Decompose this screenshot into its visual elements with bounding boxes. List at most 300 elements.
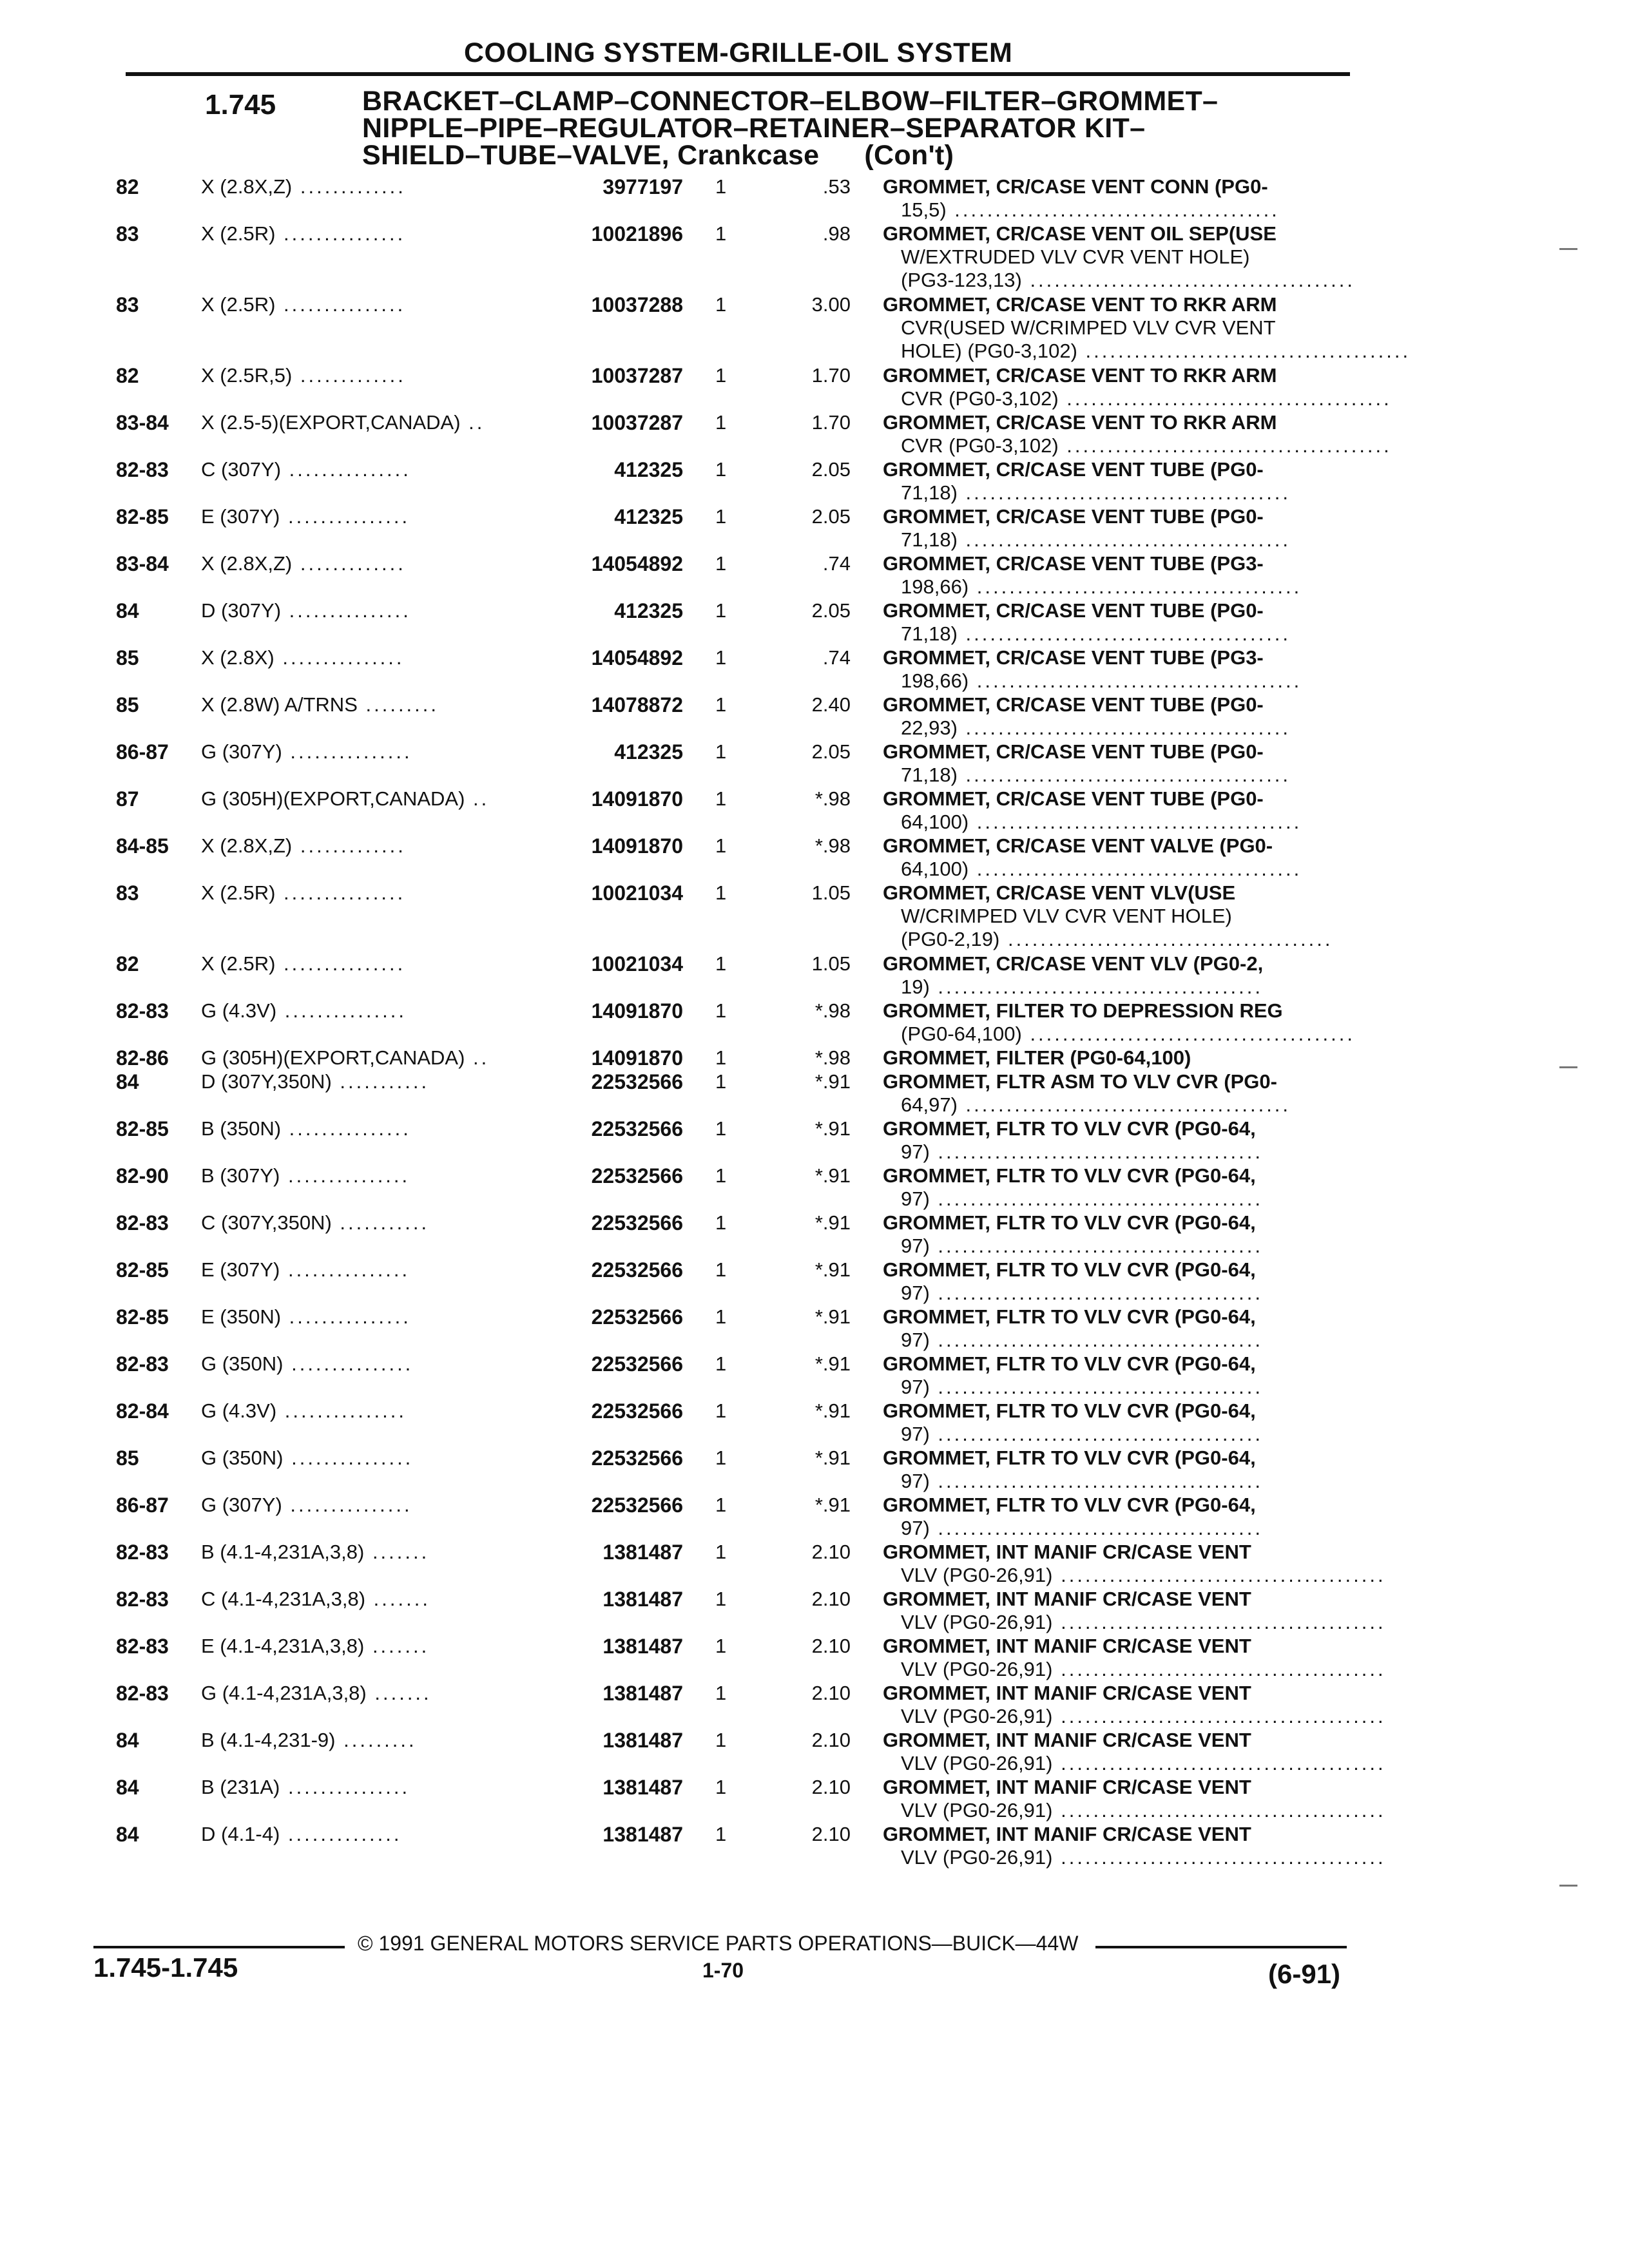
leader-dots: ............... <box>280 505 410 528</box>
row-price: .74 <box>822 646 851 669</box>
footer-date: (6-91) <box>1268 1959 1341 1989</box>
row-quantity: 1 <box>715 364 727 387</box>
row-description-text: GROMMET, CR/CASE VENT TO RKR ARM <box>883 364 1277 387</box>
row-price: *.98 <box>815 1046 851 1069</box>
row-year: 83-84 <box>116 552 169 575</box>
row-year: 82-83 <box>116 458 169 481</box>
row-price: 2.10 <box>811 1682 851 1704</box>
margin-mark <box>1559 1066 1577 1068</box>
row-description-text: GROMMET, INT MANIF CR/CASE VENT <box>883 1635 1251 1657</box>
row-description-line <box>883 269 1355 292</box>
row-description-line <box>883 1164 1347 1187</box>
leader-dots: ............... <box>282 740 412 763</box>
row-part-number: 22532566 <box>591 1117 683 1140</box>
footer-rule-right <box>1095 1946 1347 1948</box>
row-description <box>883 1682 1386 1728</box>
row-description-text: 15,5) <box>901 198 947 221</box>
leader-dots: ............. <box>292 364 406 387</box>
row-part-number: 412325 <box>614 458 683 481</box>
row-quantity: 1 <box>715 1164 727 1187</box>
leader-dots: ........................................ <box>1052 1564 1386 1586</box>
row-model-text: G (4.3V) <box>201 999 277 1022</box>
row-price: 2.10 <box>811 1776 851 1798</box>
row-model-text: E (4.1-4,231A,3,8) <box>201 1635 365 1657</box>
row-model <box>201 1823 402 1846</box>
row-model-text: B (4.1-4,231-9) <box>201 1729 336 1751</box>
row-description-line <box>883 1776 1347 1799</box>
row-part-number: 14078872 <box>591 693 683 716</box>
row-model-text: C (307Y,350N) <box>201 1211 332 1234</box>
row-part-number: 22532566 <box>591 1352 683 1376</box>
row-model <box>201 1164 410 1187</box>
row-model <box>201 1635 429 1658</box>
row-description-line <box>883 1682 1347 1705</box>
row-description-text: CVR (PG0-3,102) <box>901 434 1059 457</box>
row-description <box>883 952 1347 999</box>
row-description-line <box>883 1117 1347 1140</box>
row-model-text: C (307Y) <box>201 458 282 481</box>
leader-dots: ............... <box>283 1352 414 1375</box>
row-model-text: G (4.1-4,231A,3,8) <box>201 1682 367 1704</box>
row-description-line <box>883 505 1347 528</box>
leader-dots: ........................................ <box>999 928 1333 950</box>
row-year: 86-87 <box>116 1494 169 1517</box>
row-description-line <box>883 905 1347 928</box>
leader-dots: ........................................ <box>957 716 1291 739</box>
row-description-text: 97) <box>901 1470 930 1492</box>
row-price: *.98 <box>815 999 851 1022</box>
row-description-line <box>883 1187 1347 1211</box>
leader-dots: ............... <box>276 1399 407 1422</box>
leader-dots: ........................................ <box>1077 340 1411 362</box>
row-part-number: 22532566 <box>591 1070 683 1093</box>
leader-dots: ............... <box>282 1494 412 1516</box>
row-model-text: X (2.8W) A/TRNS <box>201 693 358 716</box>
row-description-line <box>883 340 1411 363</box>
row-model-text: B (4.1-4,231A,3,8) <box>201 1541 365 1563</box>
row-model-text: G (4.3V) <box>201 1399 277 1422</box>
leader-dots: ........... <box>331 1211 430 1234</box>
row-description <box>883 1211 1347 1258</box>
leader-dots: ....... <box>366 1682 432 1704</box>
leader-dots: ........................................ <box>1058 387 1392 410</box>
row-description <box>883 1399 1347 1446</box>
row-price: .53 <box>822 175 851 198</box>
row-model-text: X (2.5R,5) <box>201 364 293 387</box>
row-description-text: GROMMET, FLTR TO VLV CVR (PG0-64, <box>883 1305 1256 1328</box>
row-model <box>201 599 411 622</box>
leader-dots: .. <box>465 1046 490 1069</box>
row-description-text: VLV (PG0-26,91) <box>901 1658 1053 1680</box>
row-description <box>883 693 1347 740</box>
row-description-text: GROMMET, FILTER (PG0-64,100) <box>883 1046 1191 1069</box>
row-description-line <box>883 387 1392 410</box>
row-quantity: 1 <box>715 646 727 669</box>
row-description-line <box>883 1799 1386 1822</box>
row-price: 2.10 <box>811 1588 851 1610</box>
leader-dots: ........................................ <box>957 1093 1291 1116</box>
row-description-text: 97) <box>901 1282 930 1304</box>
row-description <box>883 222 1355 292</box>
row-quantity: 1 <box>715 1070 727 1093</box>
row-model <box>201 222 405 245</box>
row-part-number: 10021896 <box>591 222 683 245</box>
row-year: 82-90 <box>116 1164 169 1187</box>
row-quantity: 1 <box>715 411 727 434</box>
row-price: .74 <box>822 552 851 575</box>
row-description-text: GROMMET, INT MANIF CR/CASE VENT <box>883 1588 1251 1610</box>
leader-dots: ............... <box>276 999 407 1022</box>
row-model <box>201 1446 413 1470</box>
row-description-text: (PG3-123,13) <box>901 269 1022 291</box>
row-model-text: G (350N) <box>201 1446 284 1469</box>
row-quantity: 1 <box>715 999 727 1022</box>
row-description-line <box>883 1517 1347 1540</box>
row-description <box>883 1541 1386 1587</box>
leader-dots: .. <box>460 411 485 434</box>
row-description-line <box>883 528 1347 552</box>
row-description-text: 97) <box>901 1517 930 1539</box>
row-description-line <box>883 316 1347 340</box>
leader-dots: ............... <box>275 881 406 904</box>
row-price: 1.05 <box>811 881 851 904</box>
row-description-line <box>883 481 1347 505</box>
row-description-line <box>883 552 1347 575</box>
row-description-line <box>883 1658 1386 1681</box>
row-description-line <box>883 1305 1347 1329</box>
leader-dots: .. <box>465 787 490 810</box>
row-description-text: GROMMET, FLTR TO VLV CVR (PG0-64, <box>883 1117 1256 1140</box>
row-description-line <box>883 811 1347 834</box>
row-price: 1.70 <box>811 411 851 434</box>
row-description-text: CVR (PG0-3,102) <box>901 387 1059 410</box>
row-model-text: X (2.5-5)(EXPORT,CANADA) <box>201 411 461 434</box>
row-price: *.91 <box>815 1117 851 1140</box>
row-description-line <box>883 434 1392 457</box>
row-model-text: E (307Y) <box>201 1258 280 1281</box>
leader-dots: ........................................ <box>969 669 1302 692</box>
continued-label: (Con't) <box>864 140 954 171</box>
row-quantity: 1 <box>715 1211 727 1234</box>
row-description-text: GROMMET, CR/CASE VENT TUBE (PG0- <box>883 458 1264 481</box>
row-model <box>201 552 406 575</box>
row-price: *.91 <box>815 1446 851 1469</box>
row-description-line <box>883 198 1347 222</box>
leader-dots: ........................................ <box>969 811 1302 833</box>
row-part-number: 412325 <box>614 505 683 528</box>
row-description-line <box>883 975 1347 999</box>
row-part-number: 22532566 <box>591 1164 683 1187</box>
footer-copyright: © 1991 GENERAL MOTORS SERVICE PARTS OPERATIONS—BUICK—44W <box>358 1932 1079 1955</box>
row-year: 84 <box>116 599 139 622</box>
row-part-number: 1381487 <box>602 1588 683 1611</box>
row-quantity: 1 <box>715 1399 727 1422</box>
row-description-line <box>883 1046 1347 1070</box>
leader-dots: .............. <box>280 1823 402 1845</box>
row-description <box>883 1729 1386 1775</box>
row-model-text: C (4.1-4,231A,3,8) <box>201 1588 366 1610</box>
leader-dots: ........................................ <box>1052 1846 1386 1869</box>
row-description-line <box>883 1376 1347 1399</box>
row-description-text: GROMMET, CR/CASE VENT VLV(USE <box>883 881 1236 904</box>
row-description-text: GROMMET, FLTR TO VLV CVR (PG0-64, <box>883 1164 1256 1187</box>
row-part-number: 10021034 <box>591 881 683 905</box>
row-description-line <box>883 646 1347 669</box>
row-model <box>201 1682 432 1705</box>
leader-dots: ............... <box>274 646 405 669</box>
row-description-line <box>883 858 1347 881</box>
row-model <box>201 881 405 905</box>
leader-dots: ........................................ <box>929 1187 1263 1210</box>
header-divider <box>126 72 1350 76</box>
row-description-text: 97) <box>901 1329 930 1351</box>
row-description-text: 97) <box>901 1140 930 1163</box>
row-quantity: 1 <box>715 693 727 716</box>
row-description-line <box>883 1846 1386 1869</box>
row-part-number: 1381487 <box>602 1729 683 1752</box>
row-year: 82-85 <box>116 1117 169 1140</box>
row-part-number: 22532566 <box>591 1494 683 1517</box>
row-model-text: X (2.5R) <box>201 293 276 316</box>
row-description-text: GROMMET, CR/CASE VENT TUBE (PG0- <box>883 599 1264 622</box>
row-quantity: 1 <box>715 1823 727 1845</box>
row-description-text: HOLE) (PG0-3,102) <box>901 340 1077 362</box>
footer-rule-left <box>93 1946 345 1948</box>
row-year: 84-85 <box>116 834 169 858</box>
row-model <box>201 1588 430 1611</box>
row-part-number: 3977197 <box>602 175 683 198</box>
leader-dots: ........................................ <box>929 1376 1263 1398</box>
row-price: 2.10 <box>811 1729 851 1751</box>
leader-dots: ........................................ <box>1052 1799 1386 1821</box>
row-description <box>883 175 1347 222</box>
row-part-number: 22532566 <box>591 1399 683 1423</box>
row-description <box>883 1823 1386 1869</box>
row-model <box>201 999 407 1023</box>
row-price: *.98 <box>815 834 851 857</box>
row-description <box>883 1352 1347 1399</box>
row-description-line <box>883 1211 1347 1235</box>
row-year: 82-83 <box>116 1588 169 1611</box>
row-part-number: 1381487 <box>602 1823 683 1846</box>
row-year: 82-83 <box>116 1682 169 1705</box>
row-description-text: 71,18) <box>901 528 958 551</box>
row-model <box>201 364 406 387</box>
row-year: 84 <box>116 1823 139 1846</box>
row-model-text: D (307Y) <box>201 599 282 622</box>
row-quantity: 1 <box>715 1729 727 1751</box>
row-model-text: B (307Y) <box>201 1164 280 1187</box>
row-price: *.91 <box>815 1164 851 1187</box>
row-description-text: GROMMET, FLTR TO VLV CVR (PG0-64, <box>883 1352 1256 1375</box>
row-price: 2.40 <box>811 693 851 716</box>
row-description-text: 198,66) <box>901 669 969 692</box>
row-model <box>201 1211 429 1235</box>
row-model-text: X (2.8X) <box>201 646 275 669</box>
row-model <box>201 1399 407 1423</box>
row-price: *.91 <box>815 1258 851 1281</box>
row-description-line <box>883 1635 1347 1658</box>
row-description <box>883 1635 1386 1681</box>
leader-dots: ........................................ <box>1052 1705 1386 1727</box>
row-price: 1.05 <box>811 952 851 975</box>
row-description-line <box>883 1611 1386 1634</box>
row-description-text: GROMMET, INT MANIF CR/CASE VENT <box>883 1682 1251 1704</box>
row-description-line <box>883 599 1347 622</box>
row-model-text: E (350N) <box>201 1305 282 1328</box>
row-part-number: 22532566 <box>591 1211 683 1235</box>
page-title: COOLING SYSTEM-GRILLE-OIL SYSTEM <box>464 37 1013 68</box>
row-price: 2.10 <box>811 1635 851 1657</box>
row-part-number: 14091870 <box>591 834 683 858</box>
row-part-number: 22532566 <box>591 1258 683 1282</box>
row-part-number: 1381487 <box>602 1682 683 1705</box>
row-description-line <box>883 364 1347 387</box>
row-model <box>201 175 406 198</box>
row-description-line <box>883 1023 1355 1046</box>
row-part-number: 10037288 <box>591 293 683 316</box>
row-model-text: G (305H)(EXPORT,CANADA) <box>201 787 465 810</box>
row-year: 85 <box>116 646 139 669</box>
row-year: 82 <box>116 364 139 387</box>
row-description <box>883 881 1347 951</box>
row-price: .98 <box>822 222 851 245</box>
row-quantity: 1 <box>715 552 727 575</box>
row-description-line <box>883 787 1347 811</box>
leader-dots: ............... <box>280 1258 410 1281</box>
row-description-line <box>883 622 1347 646</box>
row-year: 82-83 <box>116 1352 169 1376</box>
row-description-text: 71,18) <box>901 481 958 504</box>
leader-dots: ............... <box>281 458 411 481</box>
row-model-text: G (305H)(EXPORT,CANADA) <box>201 1046 465 1069</box>
row-model <box>201 1305 411 1329</box>
row-description-text: GROMMET, FLTR TO VLV CVR (PG0-64, <box>883 1258 1256 1281</box>
row-model-text: X (2.8X,Z) <box>201 175 293 198</box>
row-price: 1.70 <box>811 364 851 387</box>
row-description-text: GROMMET, CR/CASE VENT TUBE (PG3- <box>883 552 1264 575</box>
row-description-line <box>883 952 1347 975</box>
row-model <box>201 1046 489 1070</box>
row-model-text: D (307Y,350N) <box>201 1070 332 1093</box>
leader-dots: ............... <box>275 952 406 975</box>
row-quantity: 1 <box>715 952 727 975</box>
row-description-line <box>883 1752 1386 1775</box>
row-model <box>201 740 412 764</box>
row-part-number: 1381487 <box>602 1635 683 1658</box>
row-description-text: VLV (PG0-26,91) <box>901 1799 1053 1821</box>
row-description-text: VLV (PG0-26,91) <box>901 1846 1053 1869</box>
row-model <box>201 505 410 528</box>
row-description <box>883 787 1347 834</box>
row-description-text: 64,100) <box>901 858 969 880</box>
row-price: *.91 <box>815 1352 851 1375</box>
row-part-number: 14091870 <box>591 787 683 811</box>
row-description-line <box>883 1494 1347 1517</box>
row-description-line <box>883 245 1347 269</box>
row-description <box>883 552 1347 599</box>
row-quantity: 1 <box>715 505 727 528</box>
row-description-text: GROMMET, FILTER TO DEPRESSION REG <box>883 999 1283 1022</box>
row-year: 86-87 <box>116 740 169 764</box>
row-price: *.98 <box>815 787 851 810</box>
row-model <box>201 1352 413 1376</box>
leader-dots: ............... <box>281 1305 411 1328</box>
row-price: 2.10 <box>811 1823 851 1845</box>
row-part-number: 14054892 <box>591 646 683 669</box>
row-quantity: 1 <box>715 881 727 904</box>
row-model <box>201 952 405 975</box>
row-description-text: (PG0-64,100) <box>901 1023 1022 1045</box>
row-year: 83 <box>116 881 139 905</box>
row-quantity: 1 <box>715 1682 727 1704</box>
row-description-text: GROMMET, INT MANIF CR/CASE VENT <box>883 1776 1251 1798</box>
row-description <box>883 599 1347 646</box>
row-description-line <box>883 740 1347 764</box>
row-part-number: 412325 <box>614 599 683 622</box>
row-description-text: 97) <box>901 1187 930 1210</box>
row-price: 2.10 <box>811 1541 851 1563</box>
row-year: 84 <box>116 1070 139 1093</box>
row-description <box>883 1117 1347 1164</box>
row-description-line <box>883 1258 1347 1282</box>
row-part-number: 10037287 <box>591 411 683 434</box>
leader-dots: ........................................ <box>1021 269 1355 291</box>
row-price: 2.05 <box>811 599 851 622</box>
row-part-number: 10021034 <box>591 952 683 975</box>
row-model <box>201 787 489 811</box>
row-description-line <box>883 1093 1347 1117</box>
row-model-text: D (4.1-4) <box>201 1823 280 1845</box>
row-model <box>201 834 406 858</box>
row-description <box>883 1258 1347 1305</box>
row-description <box>883 1776 1386 1822</box>
leader-dots: ......... <box>335 1729 417 1751</box>
row-description-text: W/CRIMPED VLV CVR VENT HOLE) <box>901 905 1232 927</box>
margin-mark <box>1559 1885 1577 1887</box>
margin-mark <box>1559 248 1577 250</box>
row-year: 84 <box>116 1729 139 1752</box>
row-description-line <box>883 1705 1386 1728</box>
row-year: 82-84 <box>116 1399 169 1423</box>
row-description-line <box>883 293 1347 316</box>
row-quantity: 1 <box>715 1352 727 1375</box>
row-part-number: 1381487 <box>602 1776 683 1799</box>
row-quantity: 1 <box>715 787 727 810</box>
row-description-text: GROMMET, FLTR TO VLV CVR (PG0-64, <box>883 1211 1256 1234</box>
row-description-text: GROMMET, INT MANIF CR/CASE VENT <box>883 1823 1251 1845</box>
row-model <box>201 1729 417 1752</box>
row-year: 83 <box>116 222 139 245</box>
row-description-text: CVR(USED W/CRIMPED VLV CVR VENT <box>901 316 1276 339</box>
row-price: *.91 <box>815 1399 851 1422</box>
leader-dots: ............... <box>281 1117 411 1140</box>
row-model <box>201 411 485 434</box>
leader-dots: ............. <box>292 552 406 575</box>
row-quantity: 1 <box>715 834 727 857</box>
row-part-number: 22532566 <box>591 1446 683 1470</box>
row-model-text: X (2.5R) <box>201 222 276 245</box>
row-model-text: X (2.5R) <box>201 952 276 975</box>
row-part-number: 412325 <box>614 740 683 764</box>
row-description-text: GROMMET, CR/CASE VENT TUBE (PG0- <box>883 693 1264 716</box>
row-year: 83-84 <box>116 411 169 434</box>
row-year: 82 <box>116 175 139 198</box>
row-description-text: GROMMET, CR/CASE VENT TUBE (PG0- <box>883 787 1264 810</box>
row-description-text: 198,66) <box>901 575 969 598</box>
row-description-text: GROMMET, FLTR TO VLV CVR (PG0-64, <box>883 1494 1256 1516</box>
row-description-text: W/EXTRUDED VLV CVR VENT HOLE) <box>901 245 1250 268</box>
